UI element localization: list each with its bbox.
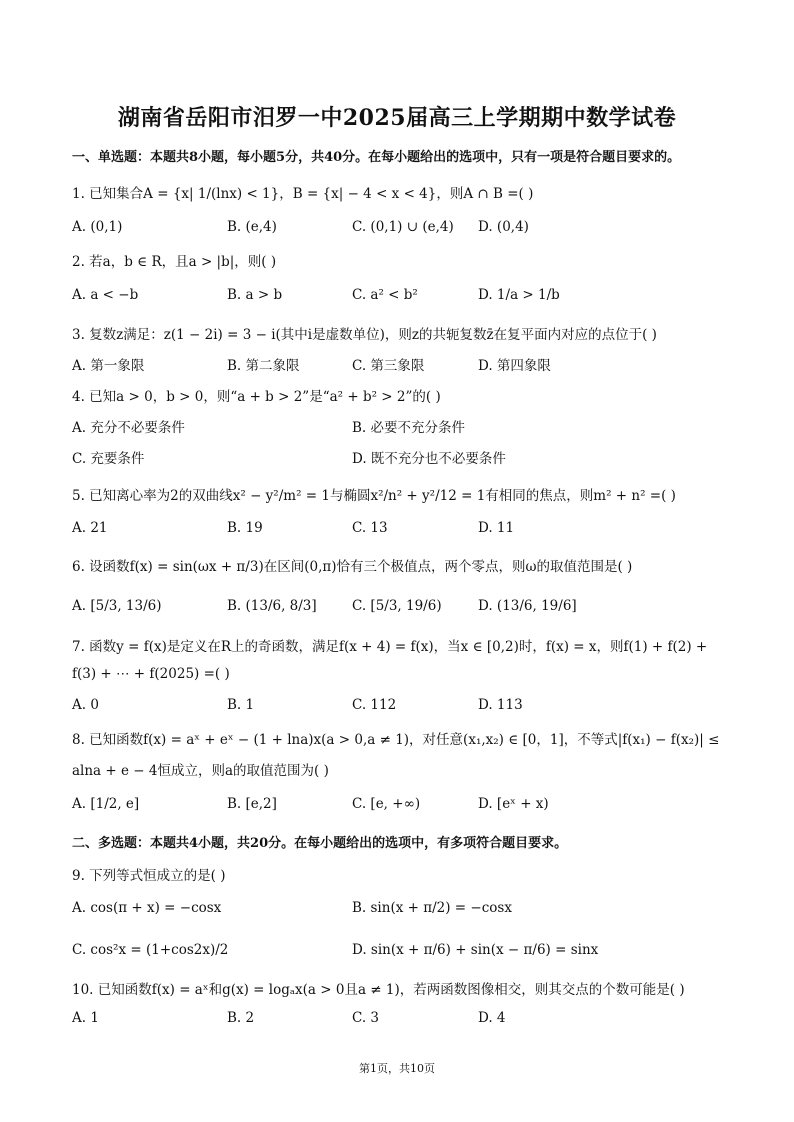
- q10-option-b: B. 2: [227, 1010, 255, 1026]
- q9-option-d: D. sin(x + π/6) + sin(x − π/6) = sinx: [352, 942, 599, 958]
- q3-option-c: C. 第三象限: [352, 358, 425, 374]
- q2-option-a: A. a < −b: [72, 287, 139, 303]
- q6-option-c: C. [5/3, 19/6): [352, 598, 442, 614]
- page-title: 湖南省岳阳市汨罗一中2025届高三上学期期中数学试卷: [117, 105, 677, 131]
- q5-option-d: D. 11: [478, 520, 515, 536]
- q2-option-b: B. a > b: [227, 287, 283, 303]
- section-heading-multiple-choice: 二、多选题：本题共4小题，共20分。在每小题给出的选项中，有多项符合题目要求。: [72, 836, 568, 851]
- question-4-stem: 4. 已知a > 0，b > 0，则“a + b > 2”是“a² + b² > 2”的( ): [72, 389, 441, 405]
- question-10-stem: 10. 已知函数f(x) = aˣ和g(x) = logₐx(a > 0且a ≠ 1)，若两函数图像相交，则其交点的个数可能是( ): [72, 982, 685, 998]
- q8-option-b: B. [e,2]: [227, 796, 277, 812]
- q9-option-c: C. cos²x = (1+cos2x)/2: [72, 942, 229, 958]
- question-2-stem: 2. 若a，b ∈ R，且a > |b|，则( ): [72, 254, 277, 270]
- q1-option-b: B. (e,4): [227, 219, 277, 235]
- q5-option-b: B. 19: [227, 520, 263, 536]
- q4-option-a: A. 充分不必要条件: [72, 420, 185, 436]
- q3-option-b: B. 第二象限: [227, 358, 300, 374]
- question-1-stem: 1. 已知集合A = {x| 1/(lnx) < 1}，B = {x| − 4 < x < 4}，则A ∩ B =( ): [72, 186, 534, 202]
- q3-option-d: D. 第四象限: [478, 358, 551, 374]
- q7-option-d: D. 113: [478, 697, 523, 713]
- q7-option-c: C. 112: [352, 697, 397, 713]
- q6-option-a: A. [5/3, 13/6): [72, 598, 162, 614]
- q9-option-a: A. cos(π + x) = −cosx: [72, 900, 222, 916]
- q6-option-d: D. (13/6, 19/6]: [478, 598, 577, 614]
- q10-option-c: C. 3: [352, 1010, 380, 1026]
- q4-option-b: B. 必要不充分条件: [352, 420, 466, 436]
- q8-option-c: C. [e, +∞): [352, 796, 421, 812]
- q10-option-a: A. 1: [72, 1010, 99, 1026]
- question-5-stem: 5. 已知离心率为2的双曲线x² − y²/m² = 1与椭圆x²/n² + y²/12 = 1有相同的焦点，则m² + n² =( ): [72, 488, 676, 504]
- q7-option-a: A. 0: [72, 697, 99, 713]
- question-3-stem: 3. 复数z满足：z(1 − 2i) = 3 − i(其中i是虚数单位)，则z的共轭复数z̄在复平面内对应的点位于( ): [72, 327, 657, 343]
- q5-option-c: C. 13: [352, 520, 388, 536]
- question-7-stem: 7. 函数y = f(x)是定义在R上的奇函数，满足f(x + 4) = f(x)，当x ∈ [0,2)时，f(x) = x，则f(1) + f(2) +: [72, 639, 708, 655]
- q5-option-a: A. 21: [72, 520, 108, 536]
- question-6-stem: 6. 设函数f(x) = sin(ωx + π/3)在区间(0,π)恰有三个极值点，两个零点，则ω的取值范围是( ): [72, 559, 633, 575]
- q1-option-d: D. (0,4): [478, 219, 529, 235]
- q9-option-b: B. sin(x + π/2) = −cosx: [352, 900, 512, 916]
- q2-option-c: C. a² < b²: [352, 287, 418, 303]
- q2-option-d: D. 1/a > 1/b: [478, 287, 560, 303]
- section-heading-single-choice: 一、单选题：本题共8小题，每小题5分，共40分。在每小题给出的选项中，只有一项是符合题目要求的。: [72, 150, 681, 165]
- q4-option-d: D. 既不充分也不必要条件: [352, 451, 506, 467]
- q1-option-c: C. (0,1) ∪ (e,4): [352, 219, 454, 235]
- q4-option-c: C. 充要条件: [72, 451, 145, 467]
- q10-option-d: D. 4: [478, 1010, 506, 1026]
- q7-option-b: B. 1: [227, 697, 255, 713]
- q8-option-d: D. [eˣ + x): [478, 796, 549, 812]
- q1-option-a: A. (0,1): [72, 219, 123, 235]
- question-7-stem-continued: f(3) + ⋯ + f(2025) =( ): [72, 666, 230, 682]
- q8-option-a: A. [1/2, e]: [72, 796, 140, 812]
- page-footer: 第1页，共10页: [359, 1062, 435, 1075]
- question-8-stem-continued: alna + e − 4恒成立，则a的取值范围为( ): [72, 763, 329, 779]
- question-9-stem: 9. 下列等式恒成立的是( ): [72, 868, 226, 884]
- q3-option-a: A. 第一象限: [72, 358, 145, 374]
- q6-option-b: B. (13/6, 8/3]: [227, 598, 317, 614]
- question-8-stem: 8. 已知函数f(x) = aˣ + eˣ − (1 + lna)x(a > 0,a ≠ 1)，对任意(x₁,x₂) ∈ [0，1]，不等式|f(x₁) − f(x₂)| ≤: [72, 732, 720, 748]
